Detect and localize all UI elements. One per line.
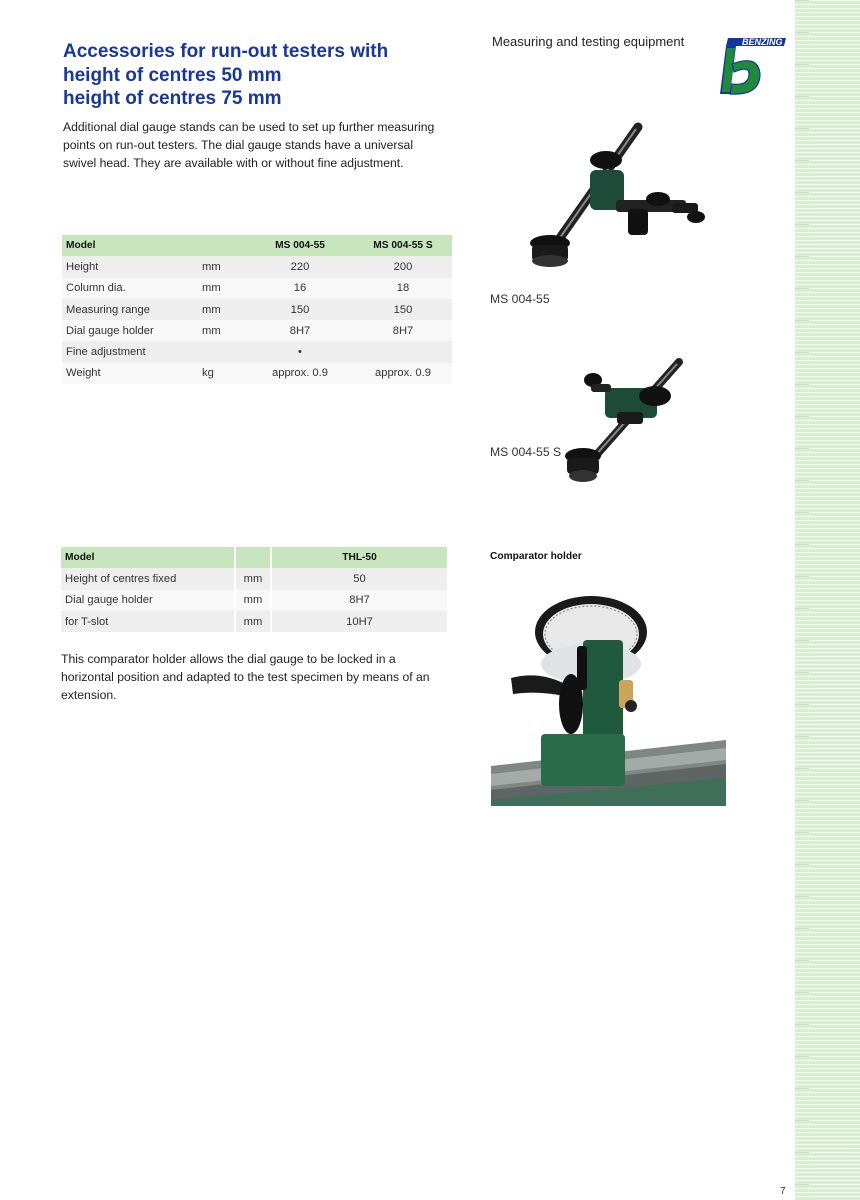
row-value: 50 <box>271 568 448 589</box>
row-unit: mm <box>235 611 271 632</box>
comparator-description: This comparator holder allows the dial gauge to be locked in a horizontal position and adapted to the test specimen by means of an extension. <box>61 652 430 702</box>
benzing-logo <box>714 32 786 100</box>
row-value: approx. 0.9 <box>246 363 354 384</box>
row-value: 150 <box>354 299 452 320</box>
row-unit: mm <box>198 278 246 299</box>
row-label: Height <box>62 256 198 277</box>
row-value: 8H7 <box>271 590 448 611</box>
header-cell: Model <box>61 547 235 568</box>
row-value: 18 <box>354 278 452 299</box>
row-label: Column dia. <box>62 278 198 299</box>
ms-004-55-photo <box>520 115 710 275</box>
brand-text: BENZING <box>742 37 783 47</box>
row-label: for T-slot <box>61 611 235 632</box>
row-value: • <box>246 341 354 362</box>
row-label: Measuring range <box>62 299 198 320</box>
row-unit: mm <box>198 320 246 341</box>
header-cell: MS 004-55 S <box>354 235 452 256</box>
table-row <box>61 568 448 589</box>
row-unit: mm <box>198 299 246 320</box>
comparator-holder-photo <box>491 594 726 806</box>
spec-table-ms <box>62 235 452 384</box>
table-header-row <box>62 235 452 256</box>
row-value: 10H7 <box>271 611 448 632</box>
row-value: approx. 0.9 <box>354 363 452 384</box>
table-row <box>62 299 452 320</box>
title-line-1: Accessories for run-out testers with <box>63 41 389 62</box>
table-header-row <box>61 547 448 568</box>
row-label: Dial gauge holder <box>61 590 235 611</box>
table-row <box>62 341 452 362</box>
row-unit: kg <box>198 363 246 384</box>
table-row <box>62 363 452 384</box>
row-label: Dial gauge holder <box>62 320 198 341</box>
spec-table-thl <box>61 547 449 632</box>
row-value: 8H7 <box>354 320 452 341</box>
row-value: 16 <box>246 278 354 299</box>
row-value: 150 <box>246 299 354 320</box>
row-value: 200 <box>354 256 452 277</box>
row-unit: mm <box>235 590 271 611</box>
row-label: Fine adjustment <box>62 341 198 362</box>
row-unit: mm <box>198 256 246 277</box>
header-cell <box>198 235 246 256</box>
header-cell: Model <box>62 235 198 256</box>
row-unit <box>198 341 246 362</box>
caption-comparator-holder: Comparator holder <box>490 551 582 562</box>
page-title <box>63 40 483 111</box>
title-line-3: height of centres 75 mm <box>63 88 282 109</box>
row-value: 220 <box>246 256 354 277</box>
section-label: Measuring and testing equipment <box>492 34 685 49</box>
table-row <box>62 320 452 341</box>
row-label: Height of centres fixed <box>61 568 235 589</box>
row-value <box>354 341 452 362</box>
row-value: 8H7 <box>246 320 354 341</box>
title-line-2: height of centres 50 mm <box>63 64 282 86</box>
row-label: Weight <box>62 363 198 384</box>
ms-004-55-s-photo <box>555 352 695 494</box>
caption-ms-004-55: MS 004-55 <box>490 292 550 306</box>
header-cell: THL-50 <box>271 547 448 568</box>
side-stripe <box>795 0 860 1200</box>
row-unit: mm <box>235 568 271 589</box>
caption-ms-004-55-s: MS 004-55 S <box>490 445 562 459</box>
table-row <box>61 590 448 611</box>
header-cell <box>235 547 271 568</box>
intro-paragraph: Additional dial gauge stands can be used to set up further measuring points on run-out testers. The dial gauge stands have a universal swivel head. They are available with or without fine adjustment. <box>63 120 435 170</box>
table-row <box>62 256 452 277</box>
table-row <box>61 611 448 632</box>
table-row <box>62 278 452 299</box>
page-number: 7 <box>780 1186 786 1197</box>
header-cell: MS 004-55 <box>246 235 354 256</box>
